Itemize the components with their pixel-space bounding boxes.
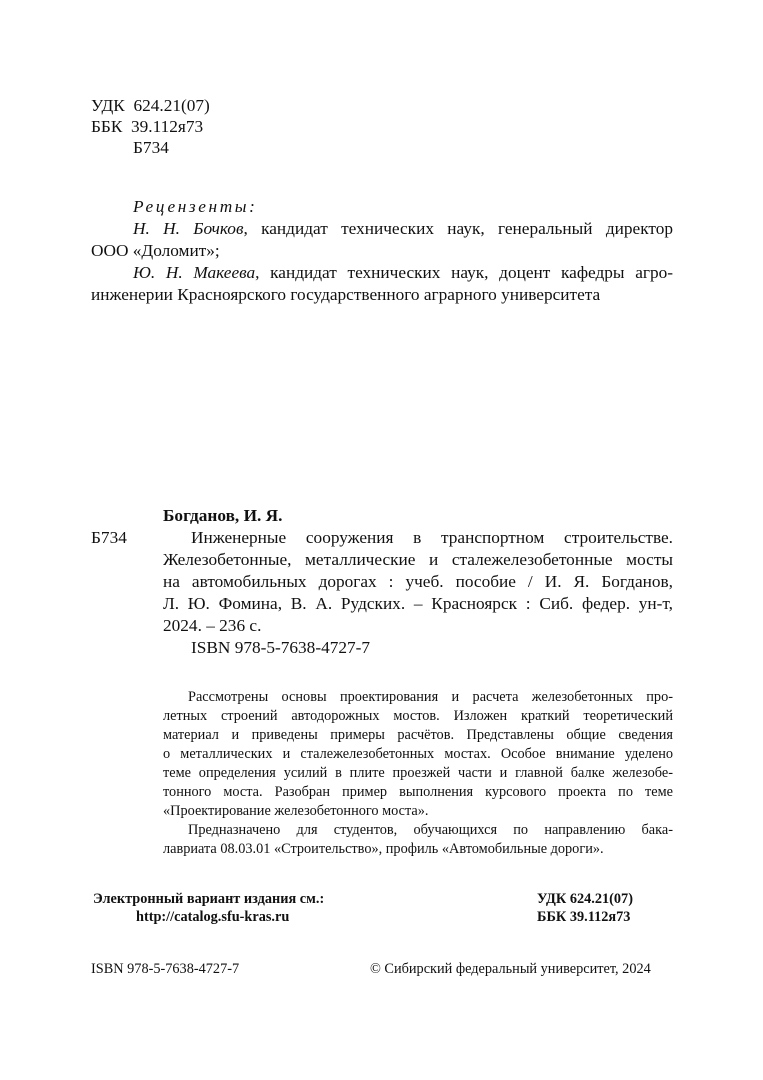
electronic-udk: УДК 624.21(07) [537,891,633,907]
catalog-line: Инженерные сооружения в транспортном строительстве. [191,528,673,547]
abstract-line: материал и приведены примеры расчётов. Представлены общие сведения [163,727,673,743]
catalog-line: на автомобильных дорогах : учеб. пособие / И. Я. Богданов, [163,572,673,591]
catalog-mark: Б734 [91,528,127,547]
reviewer-2-line2: инженерии Красноярского государственного аграрного университета [91,285,601,304]
catalog-line: Л. Ю. Фомина, В. А. Рудских. – Красноярск : Сиб. федер. ун-т, [163,594,673,613]
electronic-label: Электронный вариант издания см.: [93,891,325,907]
abstract-line: «Проектирование железобетонного моста». [163,803,429,819]
author-mark: Б734 [133,138,169,157]
electronic-url[interactable]: http://catalog.sfu-kras.ru [136,909,290,925]
reviewer-2-line1 [133,262,673,284]
reviewer-1-title: , кандидат технических наук, генеральный директор [243,219,673,238]
abstract-line: тонного моста. Разобран пример выполнения курсового проекта по теме [163,784,673,800]
catalog-line: Железобетонные, металлические и сталежелезобетонные мосты [163,550,673,569]
reviewer-2-title: , кандидат технических наук, доцент кафедры агро- [255,263,673,282]
reviewer-1-line1 [133,218,673,240]
catalog-author-heading: Богданов, И. Я. [163,506,283,525]
abstract-line: летных строений автодорожных мостов. Изложен краткий теоретический [163,708,673,724]
reviewer-1-name: Н. Н. Бочков [133,219,244,238]
abstract-line: теме определения усилий в плите проезжей части и главной балке железобе- [163,765,673,781]
reviewer-2-name: Ю. Н. Макеева [133,263,256,282]
udk-label: УДК [91,96,125,115]
bbk-label: ББК [91,117,123,136]
abstract-line: лавриата 08.03.01 «Строительство», профиль «Автомобильные дороги». [163,841,604,857]
udk-line [91,95,210,117]
catalog-isbn: ISBN 978-5-7638-4727-7 [191,638,371,657]
footer-copyright: © Сибирский федеральный университет, 2024 [370,961,651,977]
reviewer-1-line2: ООО «Доломит»; [91,241,220,260]
udk-value: 624.21(07) [133,96,210,115]
catalog-line: 2024. – 236 с. [163,616,262,635]
abstract-line: о металлических и сталежелезобетонных мостах. Особое внимание уделено [163,746,673,762]
reviewers-heading: Рецензенты: [133,197,258,216]
bbk-line [91,116,203,138]
electronic-bbk: ББК 39.112я73 [537,909,631,925]
bbk-value: 39.112я73 [131,117,204,136]
abstract-line: Рассмотрены основы проектирования и расчета железобетонных про- [188,689,673,705]
footer-isbn: ISBN 978-5-7638-4727-7 [91,961,240,977]
abstract-line: Предназначено для студентов, обучающихся по направлению бака- [188,822,673,838]
